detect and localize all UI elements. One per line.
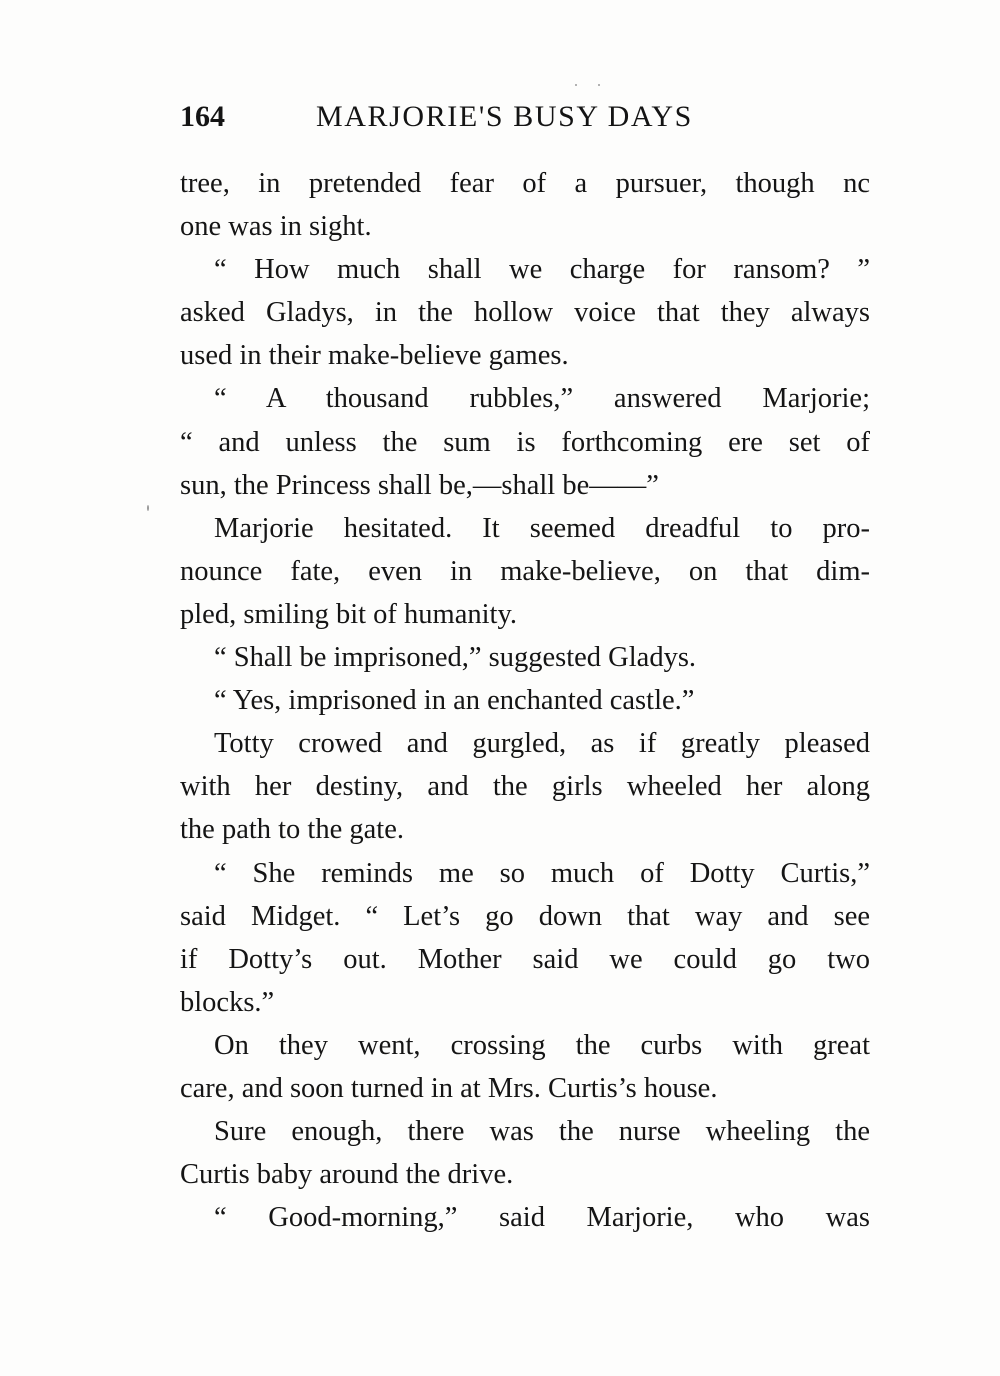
paper-speck [598, 84, 600, 86]
text-line: asked Gladys, in the hollow voice that they always [180, 297, 870, 329]
text-line: Sure enough, there was the nurse wheeling the [214, 1116, 870, 1148]
text-line: sun, the Princess shall be,—shall be——” [180, 469, 659, 501]
body-text [180, 162, 870, 1239]
text-line: care, and soon turned in at Mrs. Curtis’s house. [180, 1072, 718, 1104]
text-line: “ and unless the sum is forthcoming ere set of [180, 426, 870, 458]
running-head: MARJORIE'S BUSY DAYS [316, 100, 693, 133]
text-line: tree, in pretended fear of a pursuer, though nc [180, 168, 870, 199]
text-line: “ Yes, imprisoned in an enchanted castle.” [214, 685, 695, 717]
text-line: with her destiny, and the girls wheeled her along [180, 771, 870, 803]
text-line: used in their make-believe games. [180, 340, 569, 372]
text-line: pled, smiling bit of humanity. [180, 598, 517, 630]
text-line: Curtis baby around the drive. [180, 1159, 514, 1191]
text-line: “ Shall be imprisoned,” suggested Gladys. [214, 642, 697, 674]
text-line: On they went, crossing the curbs with great [214, 1029, 870, 1061]
page-header [180, 100, 870, 144]
text-line: Marjorie hesitated. It seemed dreadful to pro- [214, 512, 870, 544]
text-line: if Dotty’s out. Mother said we could go two [180, 943, 870, 975]
text-line: “ Good-morning,” said Marjorie, who was [214, 1202, 870, 1234]
text-line: “ A thousand rubbles,” answered Marjorie; [214, 383, 870, 415]
text-line: “ She reminds me so much of Dotty Curtis,” [214, 857, 870, 889]
paper-speck [147, 505, 149, 511]
paper-speck [575, 84, 577, 86]
text-line: nounce fate, even in make-believe, on that dim- [180, 555, 870, 587]
text-line: said Midget. “ Let’s go down that way and see [180, 900, 870, 932]
text-line: blocks.” [180, 986, 275, 1018]
page-number: 164 [180, 100, 225, 133]
text-line: “ How much shall we charge for ransom? ” [214, 254, 870, 286]
text-line: one was in sight. [180, 211, 372, 243]
text-line: Totty crowed and gurgled, as if greatly pleased [214, 728, 870, 760]
text-line: the path to the gate. [180, 814, 404, 846]
